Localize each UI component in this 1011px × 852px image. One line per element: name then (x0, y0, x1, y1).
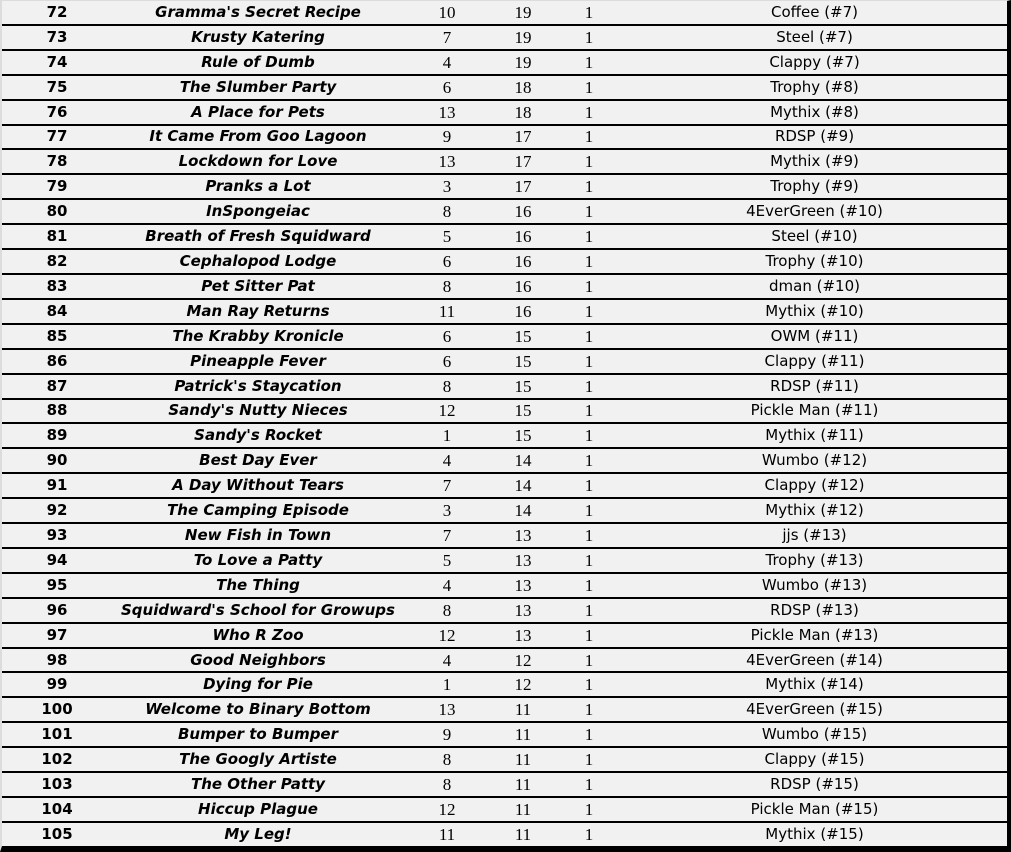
entrant-name: Mythix (#14) (765, 675, 864, 694)
table-row (2, 821, 1007, 846)
value-3: 1 (584, 152, 594, 172)
value-2: 11 (514, 799, 532, 819)
value-1: 13 (438, 700, 456, 720)
row-number: 87 (46, 376, 68, 395)
episode-title: Krusty Katering (191, 27, 325, 46)
episode-title: My Leg! (224, 824, 292, 843)
entrant-name: Pickle Man (#13) (750, 625, 879, 644)
entrant-name: Clappy (#11) (764, 351, 865, 370)
row-number: 73 (46, 27, 68, 46)
episode-title: A Day Without Tears (172, 476, 344, 495)
value-1: 11 (438, 301, 456, 321)
value-2: 11 (514, 700, 532, 720)
table-row (2, 323, 1007, 348)
value-2: 16 (514, 252, 532, 272)
entrant-name: jjs (#13) (782, 525, 847, 544)
entrant-name: Coffee (#7) (770, 2, 859, 21)
value-2: 11 (514, 750, 532, 770)
table-row (2, 622, 1007, 647)
row-number: 83 (46, 276, 68, 295)
row-number: 95 (46, 575, 68, 594)
row-number: 77 (46, 127, 68, 146)
value-3: 1 (584, 401, 594, 421)
value-2: 13 (514, 600, 532, 620)
table-row (2, 696, 1007, 721)
value-3: 1 (584, 276, 594, 296)
row-number: 94 (46, 550, 68, 569)
entrant-name: Mythix (#11) (765, 426, 864, 445)
table-row (2, 273, 1007, 298)
value-2: 19 (514, 52, 532, 72)
value-2: 19 (514, 27, 532, 47)
value-1: 5 (442, 227, 452, 247)
value-1: 11 (438, 824, 456, 844)
episode-title: Bumper to Bumper (177, 725, 339, 744)
episode-title: Welcome to Binary Bottom (145, 700, 371, 719)
value-3: 1 (584, 326, 594, 346)
episode-title: Pranks a Lot (205, 177, 311, 196)
table-row (2, 24, 1007, 49)
row-number: 82 (46, 252, 68, 271)
value-1: 1 (442, 426, 452, 446)
episode-title: Cephalopod Lodge (179, 252, 337, 271)
value-3: 1 (584, 575, 594, 595)
value-1: 8 (442, 202, 452, 222)
table-row (2, 248, 1007, 273)
value-2: 16 (514, 276, 532, 296)
value-2: 16 (514, 202, 532, 222)
entrant-name: Mythix (#8) (770, 102, 859, 121)
entrant-name: Pickle Man (#11) (750, 401, 879, 420)
table-row (2, 373, 1007, 398)
row-number: 79 (46, 177, 68, 196)
row-number: 99 (46, 675, 68, 694)
value-3: 1 (584, 27, 594, 47)
value-3: 1 (584, 52, 594, 72)
value-1: 8 (442, 600, 452, 620)
episode-title: Pineapple Fever (190, 351, 326, 370)
value-1: 7 (442, 525, 452, 545)
value-2: 17 (514, 127, 532, 147)
episode-title: The Thing (216, 575, 300, 594)
table-row (2, 198, 1007, 223)
value-3: 1 (584, 127, 594, 147)
episode-title: Hiccup Plague (198, 799, 318, 818)
entrant-name: 4EverGreen (#15) (746, 700, 883, 719)
table-row (2, 1, 1007, 24)
entrant-name: Wumbo (#13) (761, 575, 868, 594)
row-number: 97 (46, 625, 68, 644)
episode-title: The Googly Artiste (179, 750, 337, 769)
row-number: 72 (46, 2, 68, 21)
entrant-name: Clappy (#12) (764, 476, 865, 495)
value-1: 8 (442, 775, 452, 795)
entrant-name: RDSP (#15) (770, 775, 859, 794)
value-2: 17 (514, 177, 532, 197)
value-1: 5 (442, 550, 452, 570)
entrant-name: Mythix (#10) (765, 301, 864, 320)
episode-title: The Slumber Party (179, 77, 337, 96)
row-number: 100 (41, 700, 73, 719)
table-row (2, 348, 1007, 373)
value-2: 14 (514, 451, 532, 471)
value-3: 1 (584, 799, 594, 819)
table-row (2, 74, 1007, 99)
episode-title: Sandy's Nutty Nieces (168, 401, 348, 420)
episode-title: Squidward's School for Growups (121, 600, 395, 619)
entrant-name: dman (#10) (769, 276, 860, 295)
value-1: 6 (442, 326, 452, 346)
value-3: 1 (584, 550, 594, 570)
value-3: 1 (584, 202, 594, 222)
row-number: 89 (46, 426, 68, 445)
value-1: 6 (442, 351, 452, 371)
value-1: 12 (438, 625, 456, 645)
value-3: 1 (584, 301, 594, 321)
entrant-name: 4EverGreen (#14) (746, 650, 883, 669)
value-2: 14 (514, 476, 532, 496)
entrant-name: RDSP (#13) (770, 600, 859, 619)
episode-title: Lockdown for Love (178, 152, 338, 171)
value-3: 1 (584, 600, 594, 620)
value-2: 16 (514, 227, 532, 247)
entrant-name: Steel (#10) (771, 227, 858, 246)
value-3: 1 (584, 102, 594, 122)
entrant-name: Mythix (#12) (765, 501, 864, 520)
value-1: 8 (442, 276, 452, 296)
episode-title: To Love a Patty (193, 550, 323, 569)
table-row (2, 99, 1007, 124)
episode-title: Gramma's Secret Recipe (155, 2, 361, 21)
row-number: 78 (46, 152, 68, 171)
value-1: 9 (442, 127, 452, 147)
row-number: 93 (46, 525, 68, 544)
entrant-name: Trophy (#9) (770, 177, 859, 196)
table-row (2, 298, 1007, 323)
episode-title: Pet Sitter Pat (201, 276, 315, 295)
value-1: 7 (442, 476, 452, 496)
table-row (2, 148, 1007, 173)
value-1: 8 (442, 376, 452, 396)
entrant-name: 4EverGreen (#10) (746, 202, 883, 221)
value-1: 6 (442, 252, 452, 272)
table-row (2, 597, 1007, 622)
value-2: 11 (514, 725, 532, 745)
value-3: 1 (584, 824, 594, 844)
table-row (2, 124, 1007, 149)
episode-title: A Place for Pets (191, 102, 325, 121)
table-row (2, 472, 1007, 497)
entrant-name: Steel (#7) (776, 27, 853, 46)
value-2: 11 (514, 775, 532, 795)
value-3: 1 (584, 476, 594, 496)
entrant-name: RDSP (#9) (774, 127, 855, 146)
value-2: 15 (514, 376, 532, 396)
value-3: 1 (584, 351, 594, 371)
table-row (2, 796, 1007, 821)
value-1: 4 (442, 650, 452, 670)
episode-title: The Krabby Kronicle (172, 326, 344, 345)
value-2: 17 (514, 152, 532, 172)
value-1: 8 (442, 750, 452, 770)
entrant-name: Mythix (#9) (770, 152, 859, 171)
value-1: 13 (438, 152, 456, 172)
value-3: 1 (584, 525, 594, 545)
episode-title: InSpongeiac (206, 202, 310, 221)
value-1: 4 (442, 451, 452, 471)
episode-title: Rule of Dumb (201, 52, 315, 71)
table-row (2, 447, 1007, 472)
episode-title: The Other Patty (191, 775, 325, 794)
entrant-name: Trophy (#10) (765, 252, 864, 271)
value-3: 1 (584, 700, 594, 720)
row-number: 88 (46, 401, 68, 420)
table-row (2, 721, 1007, 746)
value-2: 15 (514, 351, 532, 371)
row-number: 102 (41, 750, 73, 769)
value-1: 12 (438, 401, 456, 421)
value-2: 13 (514, 575, 532, 595)
value-2: 15 (514, 426, 532, 446)
value-2: 13 (514, 550, 532, 570)
value-2: 14 (514, 501, 532, 521)
value-1: 4 (442, 52, 452, 72)
table-row (2, 49, 1007, 74)
value-2: 11 (514, 824, 532, 844)
value-3: 1 (584, 227, 594, 247)
row-number: 86 (46, 351, 68, 370)
value-3: 1 (584, 177, 594, 197)
value-3: 1 (584, 625, 594, 645)
table-row (2, 572, 1007, 597)
value-3: 1 (584, 650, 594, 670)
episode-title: The Camping Episode (167, 501, 349, 520)
value-2: 19 (514, 2, 532, 22)
table-row (2, 522, 1007, 547)
row-number: 74 (46, 52, 68, 71)
value-2: 15 (514, 326, 532, 346)
row-number: 90 (46, 451, 68, 470)
row-number: 101 (41, 725, 73, 744)
row-number: 85 (46, 326, 68, 345)
table-row (2, 497, 1007, 522)
value-3: 1 (584, 725, 594, 745)
episode-title: Man Ray Returns (186, 301, 330, 320)
row-number: 80 (46, 202, 68, 221)
entrant-name: Clappy (#15) (764, 750, 865, 769)
row-number: 104 (41, 799, 73, 818)
row-number: 96 (46, 600, 68, 619)
table-row (2, 671, 1007, 696)
value-1: 13 (438, 102, 456, 122)
row-number: 98 (46, 650, 68, 669)
table-row (2, 547, 1007, 572)
row-number: 76 (46, 102, 68, 121)
value-1: 7 (442, 27, 452, 47)
value-2: 13 (514, 625, 532, 645)
value-3: 1 (584, 451, 594, 471)
value-3: 1 (584, 252, 594, 272)
table-row (2, 173, 1007, 198)
value-1: 3 (442, 177, 452, 197)
episode-title: Best Day Ever (199, 451, 317, 470)
table-row (2, 223, 1007, 248)
value-3: 1 (584, 501, 594, 521)
entrant-name: Trophy (#8) (770, 77, 859, 96)
value-1: 10 (438, 2, 456, 22)
value-1: 9 (442, 725, 452, 745)
entrant-name: Trophy (#13) (765, 550, 864, 569)
row-number: 103 (41, 775, 73, 794)
value-3: 1 (584, 750, 594, 770)
row-number: 105 (41, 824, 73, 843)
value-1: 1 (442, 675, 452, 695)
entrant-name: Clappy (#7) (769, 52, 860, 71)
entrant-name: OWM (#11) (770, 326, 859, 345)
value-2: 18 (514, 77, 532, 97)
episode-title: Who R Zoo (212, 625, 304, 644)
value-1: 3 (442, 501, 452, 521)
value-3: 1 (584, 675, 594, 695)
episode-title: Patrick's Staycation (174, 376, 342, 395)
value-3: 1 (584, 77, 594, 97)
value-2: 12 (514, 675, 532, 695)
value-2: 13 (514, 525, 532, 545)
row-number: 91 (46, 476, 68, 495)
entrant-name: Wumbo (#15) (761, 725, 868, 744)
value-3: 1 (584, 376, 594, 396)
row-number: 75 (46, 77, 68, 96)
value-3: 1 (584, 426, 594, 446)
table-row (2, 422, 1007, 447)
value-2: 16 (514, 301, 532, 321)
episode-title: Dying for Pie (203, 675, 313, 694)
value-1: 6 (442, 77, 452, 97)
entrant-name: Wumbo (#12) (761, 451, 868, 470)
value-3: 1 (584, 2, 594, 22)
value-3: 1 (584, 775, 594, 795)
table-row (2, 746, 1007, 771)
value-1: 4 (442, 575, 452, 595)
entrant-name: RDSP (#11) (770, 376, 859, 395)
table-row (2, 398, 1007, 423)
table-row (2, 771, 1007, 796)
episode-title: Breath of Fresh Squidward (145, 227, 371, 246)
table-row (2, 647, 1007, 672)
row-number: 81 (46, 227, 68, 246)
episode-title: Sandy's Rocket (194, 426, 322, 445)
value-2: 12 (514, 650, 532, 670)
entrant-name: Mythix (#15) (765, 824, 864, 843)
episode-title: New Fish in Town (184, 525, 332, 544)
value-1: 12 (438, 799, 456, 819)
value-2: 18 (514, 102, 532, 122)
row-number: 84 (46, 301, 68, 320)
value-2: 15 (514, 401, 532, 421)
episode-title: Good Neighbors (190, 650, 326, 669)
row-number: 92 (46, 501, 68, 520)
entrant-name: Pickle Man (#15) (750, 799, 879, 818)
episode-title: It Came From Goo Lagoon (149, 127, 367, 146)
